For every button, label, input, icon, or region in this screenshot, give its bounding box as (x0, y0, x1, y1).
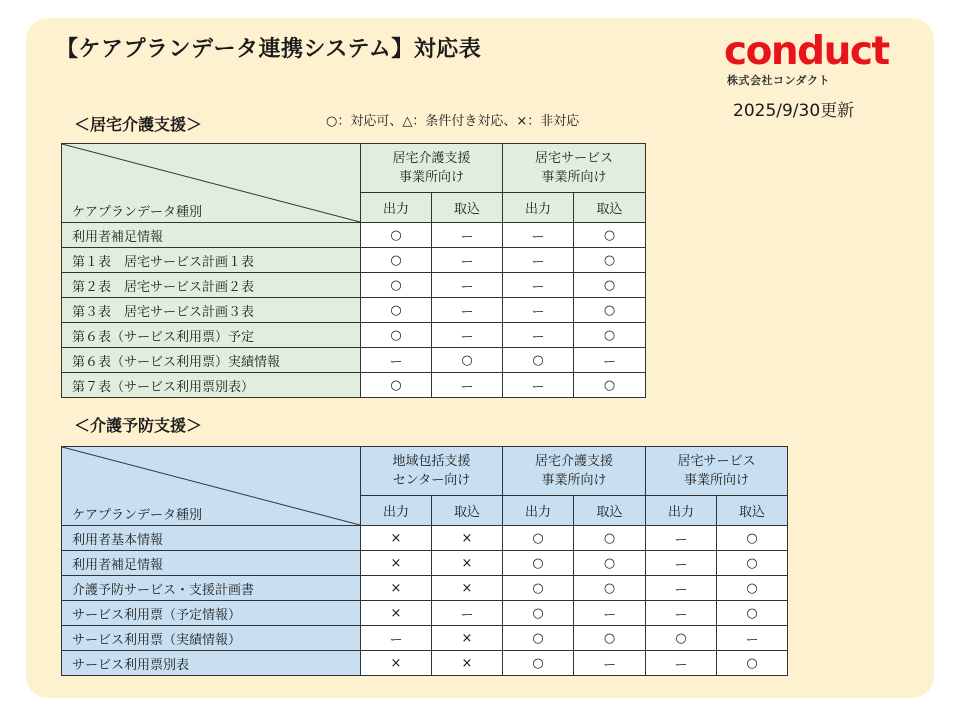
legend-note: ○：対応可、△：条件付き対応、×：非対応 (326, 114, 580, 129)
status-cell: ー (503, 323, 574, 348)
subheader-cell: 出力 (503, 193, 574, 223)
group-header (646, 447, 788, 496)
status-cell: ○ (503, 348, 574, 373)
group-header (503, 144, 646, 193)
table-row (62, 323, 646, 348)
status-cell: ○ (361, 298, 432, 323)
status-cell: × (432, 526, 503, 551)
table-row (62, 298, 646, 323)
status-cell: ○ (574, 298, 646, 323)
status-cell: ○ (361, 273, 432, 298)
status-cell: × (361, 526, 432, 551)
status-cell: ○ (717, 651, 788, 676)
status-cell: ー (646, 576, 717, 601)
status-cell: ○ (574, 323, 646, 348)
table-row (62, 551, 788, 576)
status-cell: ー (432, 273, 503, 298)
table-yobou (61, 446, 788, 676)
group-label: 居宅サービス 事業所向け (534, 151, 613, 185)
row-label: 第６表（サービス利用票）予定 (62, 323, 361, 348)
status-cell: ○ (574, 526, 646, 551)
table-row (62, 576, 788, 601)
subheader-cell: 出力 (646, 496, 717, 526)
status-cell: ー (503, 273, 574, 298)
row-label: サービス利用票（予定情報） (62, 601, 361, 626)
row-label: 利用者補足情報 (62, 551, 361, 576)
status-cell: ○ (717, 601, 788, 626)
page-title: 【ケアプランデータ連携システム】対応表 (56, 37, 482, 62)
status-cell: ○ (361, 323, 432, 348)
status-cell: ー (503, 298, 574, 323)
subheader-cell: 出力 (361, 496, 432, 526)
row-label: 第７表（サービス利用票別表） (62, 373, 361, 398)
status-cell: ○ (574, 626, 646, 651)
status-cell: ○ (574, 248, 646, 273)
group-header (361, 144, 503, 193)
status-cell: ー (717, 626, 788, 651)
row-label: サービス利用票別表 (62, 651, 361, 676)
table-kyotaku (61, 143, 646, 398)
status-cell: ー (574, 651, 646, 676)
status-cell: ー (646, 651, 717, 676)
group-label: 居宅サービス 事業所向け (677, 454, 756, 488)
status-cell: ○ (361, 373, 432, 398)
row-label: 第６表（サービス利用票）実績情報 (62, 348, 361, 373)
subheader-cell: 取込 (432, 193, 503, 223)
row-label: 第１表 居宅サービス計画１表 (62, 248, 361, 273)
status-cell: ー (432, 373, 503, 398)
status-cell: ー (432, 323, 503, 348)
corner-header (62, 447, 361, 526)
status-cell: × (361, 576, 432, 601)
status-cell: ー (432, 601, 503, 626)
status-cell: ○ (646, 626, 717, 651)
status-cell: ー (503, 373, 574, 398)
status-cell: ー (574, 348, 646, 373)
status-cell: ー (574, 601, 646, 626)
status-cell: × (432, 576, 503, 601)
status-cell: ー (361, 348, 432, 373)
status-cell: ○ (503, 626, 574, 651)
status-cell: ○ (574, 223, 646, 248)
table-row (62, 651, 788, 676)
group-label: 地域包括支援 センター向け (392, 454, 471, 488)
table-row (62, 348, 646, 373)
table-row (62, 526, 788, 551)
status-cell: ー (646, 551, 717, 576)
status-cell: ○ (503, 551, 574, 576)
corner-label: ケアプランデータ種別 (72, 508, 203, 523)
status-cell: × (432, 626, 503, 651)
status-cell: ○ (717, 551, 788, 576)
row-label: サービス利用票（実績情報） (62, 626, 361, 651)
logo-company-name: 株式会社コンダクト (727, 74, 831, 87)
table-row (62, 601, 788, 626)
status-cell: ○ (361, 248, 432, 273)
row-label: 介護予防サービス・支援計画書 (62, 576, 361, 601)
logo-wordmark: conduct (724, 29, 889, 74)
status-cell: ー (432, 223, 503, 248)
status-cell: × (361, 551, 432, 576)
subheader-cell: 取込 (717, 496, 788, 526)
status-cell: ー (503, 223, 574, 248)
status-cell: ー (432, 248, 503, 273)
status-cell: ○ (361, 223, 432, 248)
status-cell: ○ (574, 273, 646, 298)
table-row (62, 373, 646, 398)
updated-date: 2025/9/30更新 (733, 101, 855, 121)
group-header (503, 447, 646, 496)
subheader-cell: 取込 (574, 193, 646, 223)
table-row (62, 626, 788, 651)
subheader-cell: 取込 (574, 496, 646, 526)
status-cell: ○ (717, 526, 788, 551)
company-logo (724, 30, 920, 92)
status-cell: ○ (432, 348, 503, 373)
table-row (62, 223, 646, 248)
status-cell: ー (646, 601, 717, 626)
status-cell: × (361, 601, 432, 626)
status-cell: ○ (574, 576, 646, 601)
corner-label: ケアプランデータ種別 (72, 205, 203, 220)
section-title-kyotaku: ＜居宅介護支援＞ (74, 115, 203, 134)
status-cell: × (432, 651, 503, 676)
status-cell: ー (646, 526, 717, 551)
status-cell: × (432, 551, 503, 576)
row-label: 利用者基本情報 (62, 526, 361, 551)
status-cell: ー (361, 626, 432, 651)
section-title-yobou: ＜介護予防支援＞ (74, 416, 203, 435)
corner-header (62, 144, 361, 223)
status-cell: ー (432, 298, 503, 323)
status-cell: ー (503, 248, 574, 273)
table-row (62, 273, 646, 298)
status-cell: ○ (503, 526, 574, 551)
table-row (62, 248, 646, 273)
subheader-cell: 取込 (432, 496, 503, 526)
row-label: 利用者補足情報 (62, 223, 361, 248)
group-label: 居宅介護支援 事業所向け (392, 151, 471, 185)
status-cell: ○ (717, 576, 788, 601)
status-cell: ○ (574, 373, 646, 398)
status-cell: ○ (503, 651, 574, 676)
status-cell: ○ (503, 576, 574, 601)
status-cell: ○ (574, 551, 646, 576)
status-cell: × (361, 651, 432, 676)
status-cell: ○ (503, 601, 574, 626)
subheader-cell: 出力 (361, 193, 432, 223)
group-label: 居宅介護支援 事業所向け (534, 454, 613, 488)
subheader-cell: 出力 (503, 496, 574, 526)
row-label: 第２表 居宅サービス計画２表 (62, 273, 361, 298)
row-label: 第３表 居宅サービス計画３表 (62, 298, 361, 323)
group-header (361, 447, 503, 496)
